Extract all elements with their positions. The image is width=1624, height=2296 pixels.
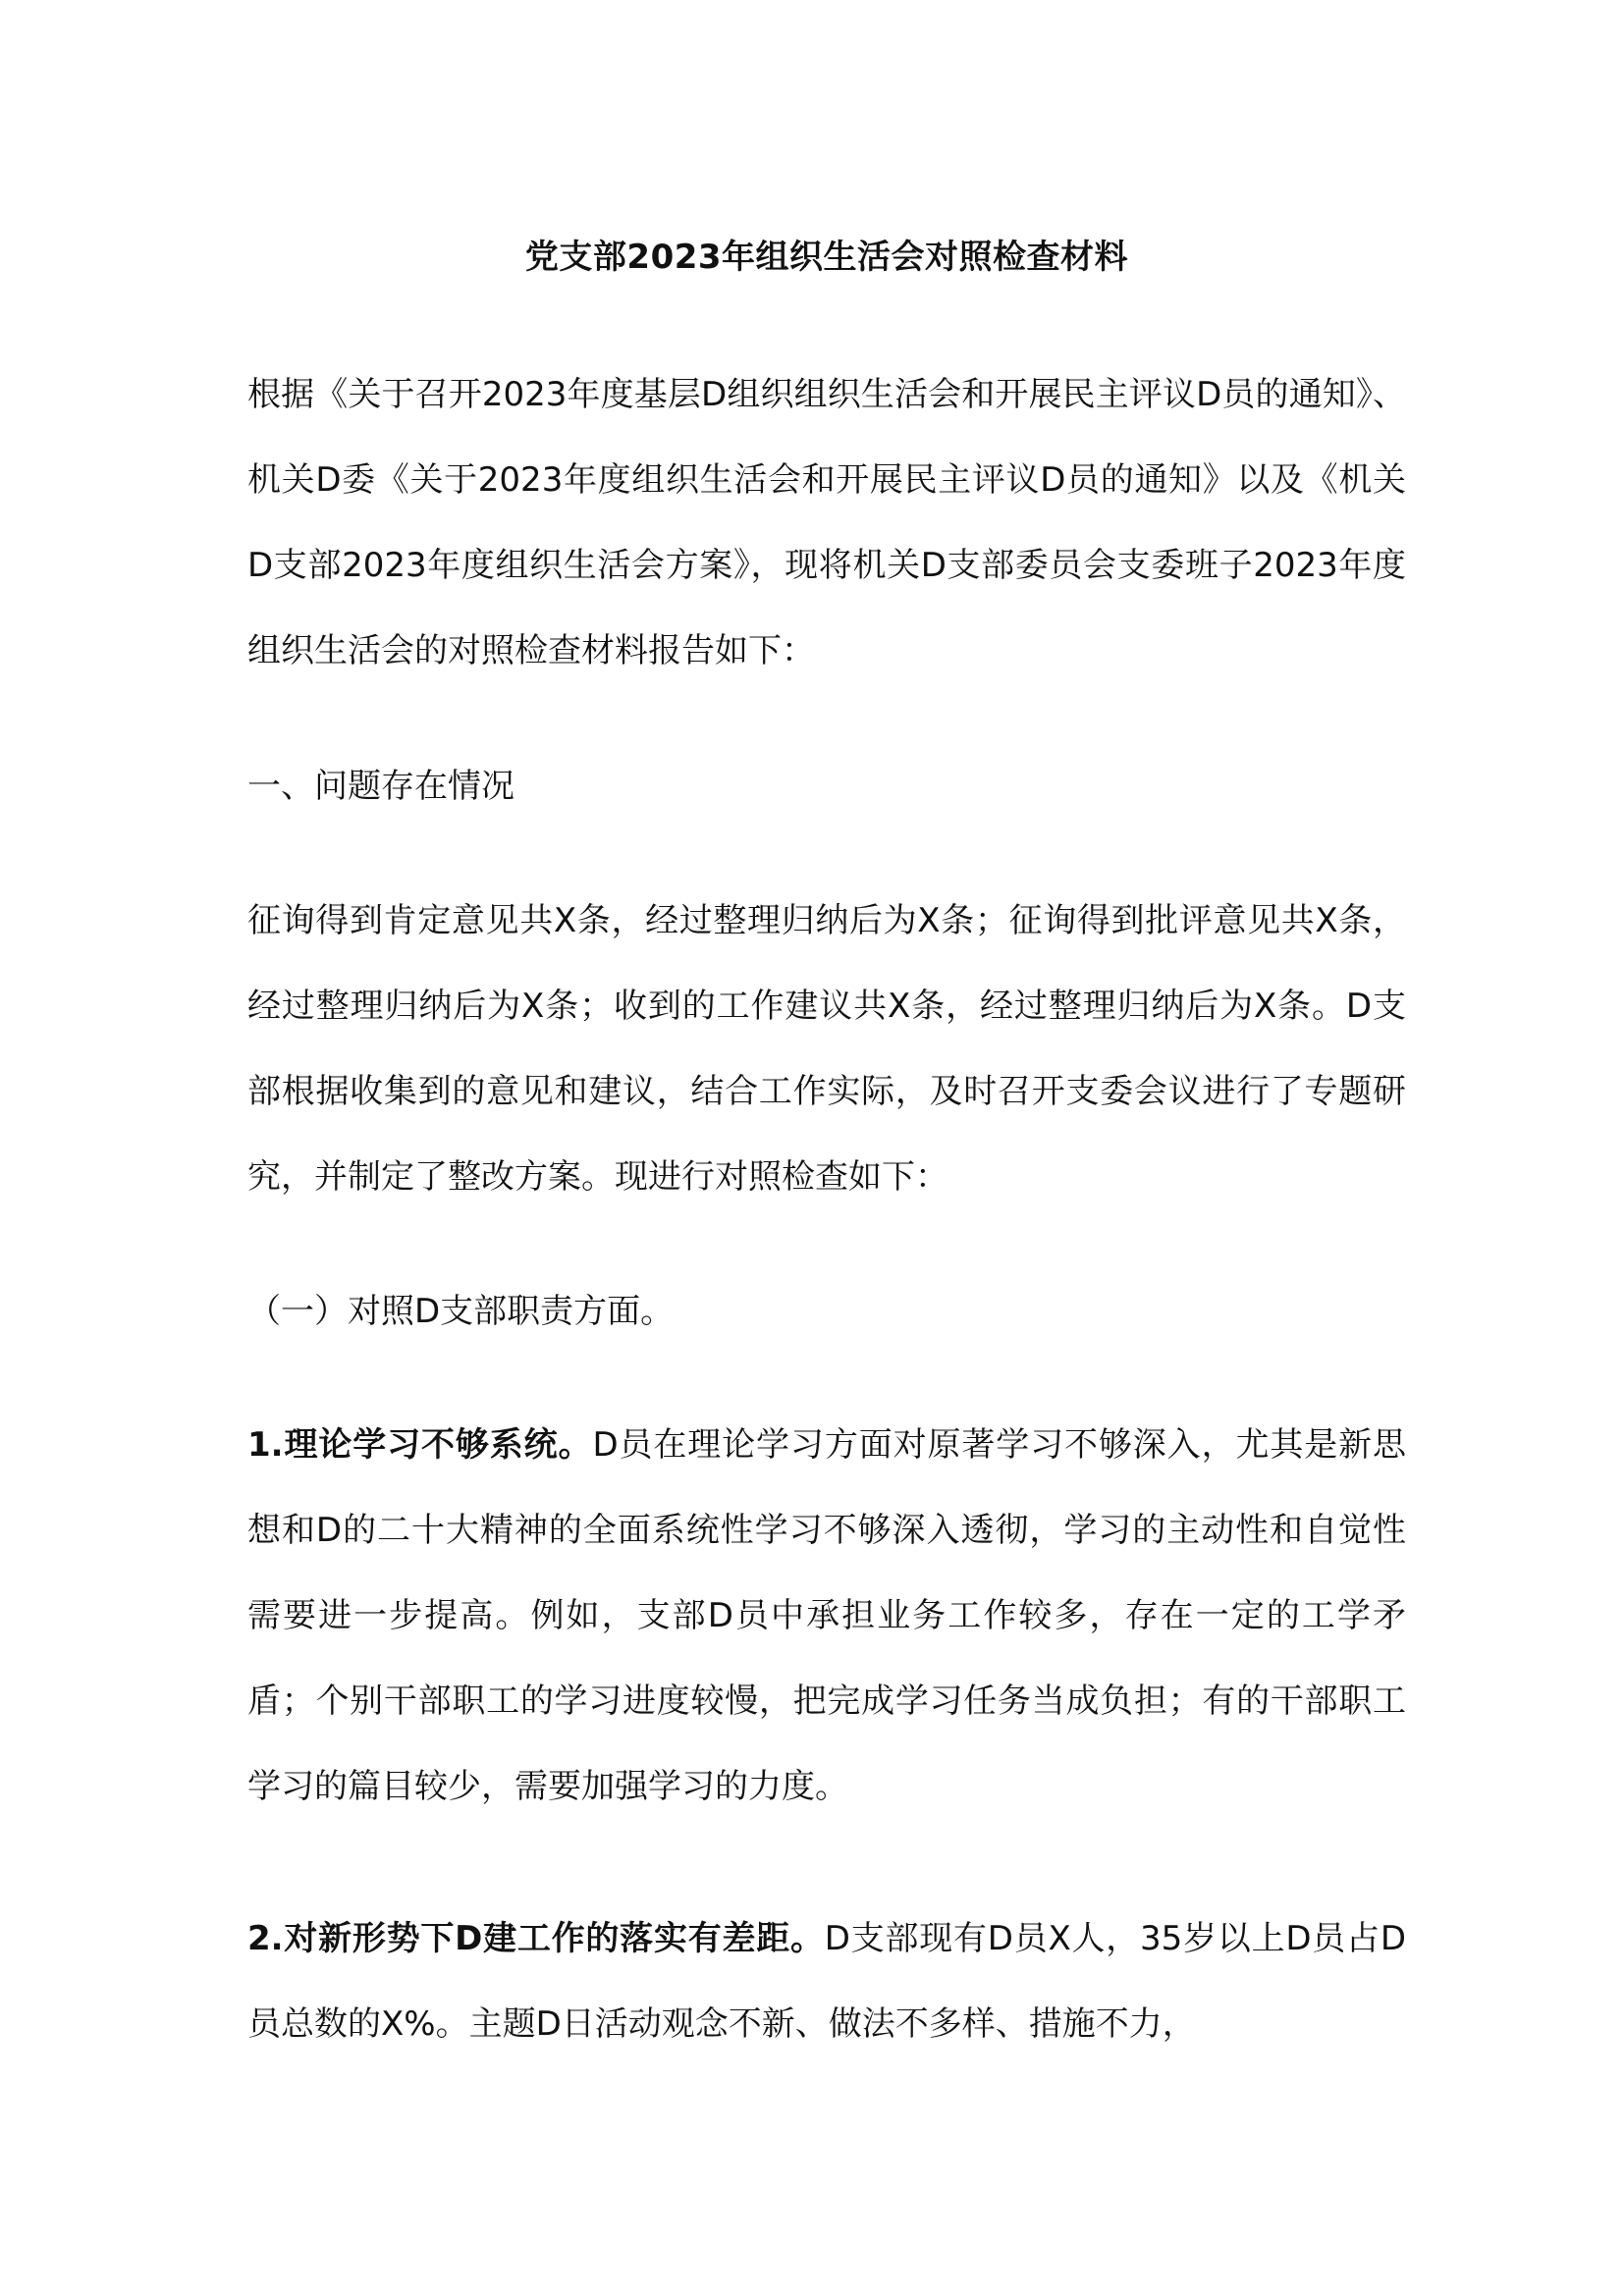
- issue-item-2: [247, 1896, 1406, 2067]
- issue-item-1-body: D员在理论学习方面对原著学习不够深入，尤其是新思想和D的二十大精神的全面系统性学习不够深入透彻，学习的主动性和自觉性需要进一步提高。例如，支部D员中承担业务工作较多，存在一定的工学矛盾；个别干部职工的学习进度较慢，把完成学习任务当成负担；有的干部职工学习的篇目较少，需要加强学习的力度。: [247, 1425, 1406, 1806]
- document-title: 党支部2023年组织生活会对照检查材料: [524, 238, 1129, 277]
- issue-item-2-lead: 2.对新形势下D建工作的落实有差距。: [247, 1919, 825, 1958]
- feedback-paragraph: 征询得到肯定意见共X条，经过整理归纳后为X条；征询得到批评意见共X条，经过整理归纳后为X条；收到的工作建议共X条，经过整理归纳后为X条。D支部根据收集到的意见和建议，结合工作实际，及时召开支委会议进行了专题研究，并制定了整改方案。现进行对照检查如下：: [247, 901, 1406, 1197]
- section-heading-problems: 一、问题存在情况: [247, 767, 514, 806]
- issue-item-1-lead: 1.理论学习不够系统。: [247, 1425, 593, 1465]
- subsection-heading-branch-duties: （一）对照D支部职责方面。: [247, 1292, 675, 1331]
- intro-paragraph: 根据《关于召开2023年度基层D组织组织生活会和开展民主评议D员的通知》、机关D委《关于2023年度组织生活会和开展民主评议D员的通知》以及《机关D支部2023年度组织生活会方案》，现将机关D支部委员会支委班子2023年度组织生活会的对照检查材料报告如下：: [247, 375, 1406, 670]
- issue-item-1: [247, 1403, 1406, 1830]
- issue-item-2-body: D支部现有D员X人，35岁以上D员占D员总数的X%。主题D日活动观念不新、做法不多样、措施不力，: [247, 1919, 1407, 2044]
